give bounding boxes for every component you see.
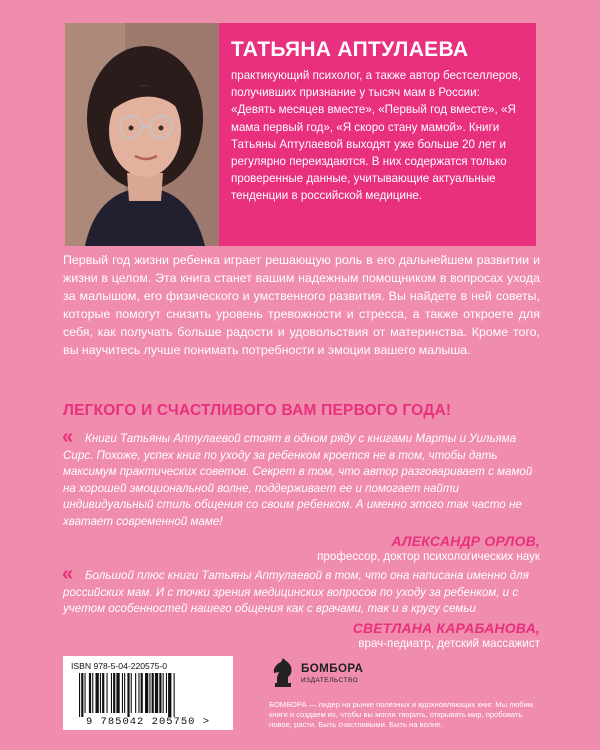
- author-bio: практикующий психолог, а также автор бестселлеров, получивших признание у тысяч мам в России: «Девять месяцев вместе», «Первый год вместе», «Я мама первый год», «Я скоро стану мамой». Книги Татьяны Аптулаевой выходят уже больше 20 лет и регулярно переиздаются. В них содержатся только проверенные данные, учитывающие актуальные тенденции в российской медицине.: [231, 69, 522, 203]
- quote-author: АЛЕКСАНДР ОРЛОВ,: [391, 532, 540, 549]
- quote-mark-icon: «: [62, 563, 74, 585]
- quote-author: СВЕТЛАНА КАРАБАНОВА,: [352, 619, 540, 636]
- publisher-imprint: ИЗДАТЕЛЬСТВО: [301, 677, 359, 684]
- quote-text: [62, 426, 540, 531]
- quote-body: Большой плюс книги Татьяны Аптулаевой в том, что она написана именно для российских мам. И с точки зрения медицинских вопросов по уходу за ребенком, и с учетом особенностей нашего общения как с врачами, так и в кругу семьи: [63, 569, 529, 616]
- quote-author-role: врач-педиатр, детский массажист: [358, 636, 540, 650]
- quote-text: [62, 563, 540, 618]
- wish-headline: ЛЕГКОГО И СЧАСТЛИВОГО ВАМ ПЕРВОГО ГОДА!: [63, 402, 452, 419]
- quote-body: Книги Татьяны Аптулаевой стоят в одном ряду с книгами Марты и Уильяма Сирс. Похоже, успех книг по уходу за ребенком кроется не в том, чтобы дать максимум практических советов. Секрет в том, что автор разговаривает с мамой на хорошей эмоциональной волне, поддерживает ее и помогает найти индивидуальный стиль общения со своим ребенком. А именно этого так часто не хватает современной маме!: [63, 432, 533, 528]
- chess-knight-icon: [269, 657, 297, 689]
- review-quote: [62, 426, 540, 563]
- publisher-logo: [269, 655, 369, 695]
- author-block: [65, 23, 536, 246]
- barcode-digits: 9 785042 205750 >: [85, 716, 211, 728]
- quote-author-role: профессор, доктор психологических наук: [317, 549, 540, 563]
- author-info: [231, 37, 527, 205]
- isbn-number: ISBN 978-5-04-220575-0: [71, 661, 168, 671]
- author-name: ТАТЬЯНА АПТУЛАЕВА: [231, 38, 469, 61]
- barcode-block: [63, 656, 233, 730]
- review-quote: [62, 563, 540, 650]
- author-photo: [65, 23, 219, 246]
- quote-mark-icon: «: [62, 426, 74, 448]
- publisher-name: БОМБОРА: [301, 662, 364, 675]
- publisher-tagline: БОМБОРА — лидер на рынке полезных и вдохновляющих книг. Мы любим книги и создаем их, чтобы вы могли творить, открывать мир, пробовать новое, расти. Быть счастливыми. Быть на волне.: [269, 700, 534, 729]
- book-description: Первый год жизни ребенка играет решающую роль в его дальнейшем развитии и жизни в целом. Эта книга станет вашим надежным помощником в вопросах ухода за малышом, его физического и умственного развития. Вы найдете в ней советы, которые помогут снизить уровень тревожности и стресса, а также откроете для себя, как получать больше радости и удовольствия от материнства. Кроме того, вы научитесь лучше понимать потребности и эмоции вашего малыша.: [63, 253, 540, 357]
- barcode-icon: [77, 673, 227, 717]
